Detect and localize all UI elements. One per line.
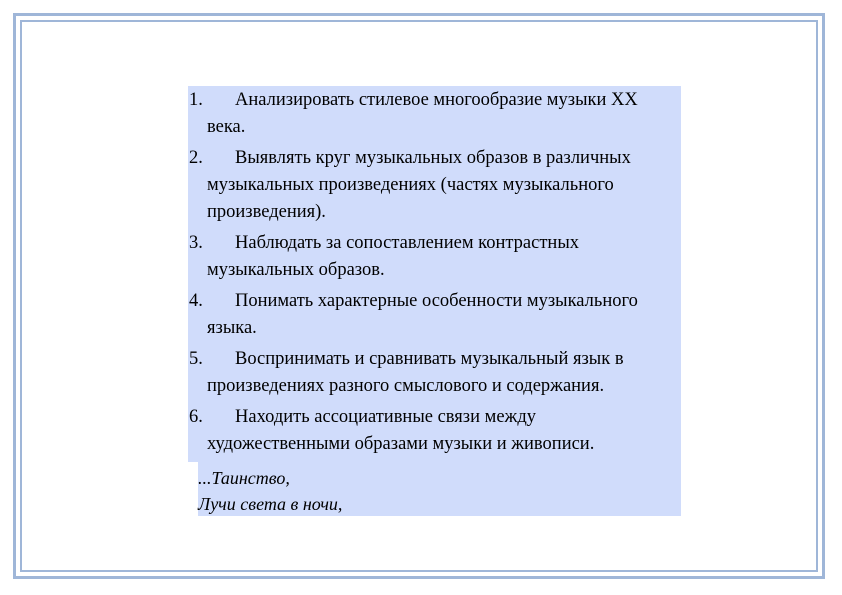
goal-text: Анализировать стилевое многообразие музыки XX века. [207,90,638,137]
goal-text: Понимать характерные особенности музыкального языка. [207,291,638,338]
goal-item [188,230,681,284]
slide-content [188,86,681,516]
poem-excerpt [198,462,681,516]
goal-item [188,288,681,342]
goal-text: Воспринимать и сравнивать музыкальный язык в произведениях разного смыслового и содержания. [207,349,624,396]
goal-text: Наблюдать за сопоставлением контрастных музыкальных образов. [207,233,580,280]
goal-text: Выявлять круг музыкальных образов в различных музыкальных произведениях (частях музыкального произведения). [207,148,631,222]
goal-number: 3. [189,233,203,253]
goal-item [188,404,681,458]
goal-item [188,346,681,400]
goals-list [188,86,681,462]
goal-number: 5. [189,349,203,369]
goal-number: 2. [189,148,203,168]
goal-text: Находить ассоциативные связи между художественными образами музыки и живописи. [207,407,595,454]
poem-line-2: Лучи света в ночи, [198,494,343,514]
goal-item [188,145,681,226]
goal-number: 6. [189,407,203,427]
goal-number: 1. [189,90,203,110]
goal-item [188,87,681,141]
goal-number: 4. [189,291,203,311]
poem-line-1: ...Таинство, [198,468,290,488]
poem-row [188,462,681,516]
